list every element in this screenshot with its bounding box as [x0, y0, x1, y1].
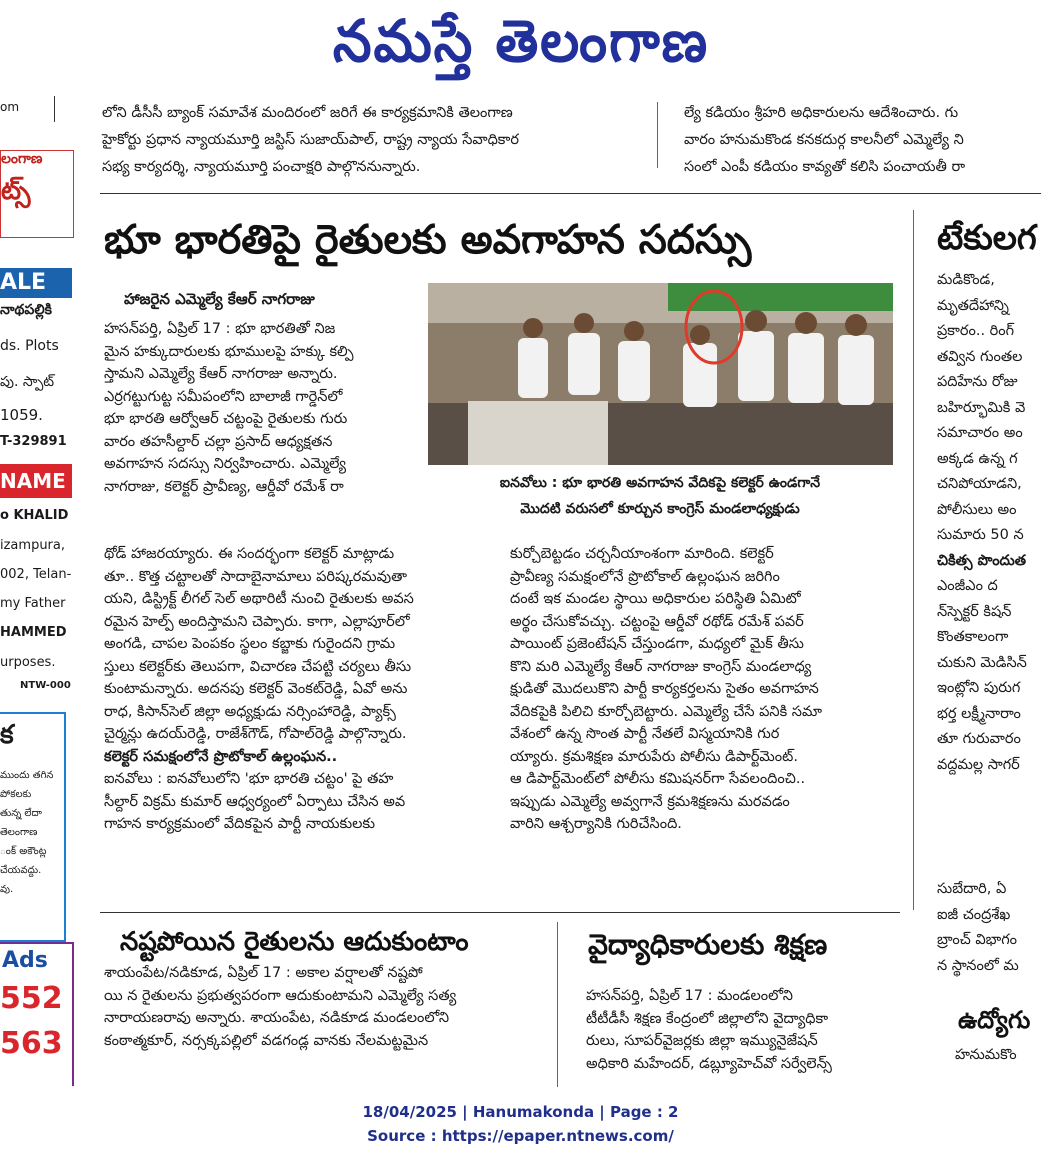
- right-col-lower: [937, 877, 1041, 979]
- text-line: తూ గురువారం: [937, 731, 1021, 747]
- text-line: శాయంపేట/నడికూడ, ఏప్రిల్ 17 : అకాల వర్షాలతో నష్టపో: [104, 965, 423, 981]
- text-line: ఎర్రగట్టుగుట్ట సమీపంలోని బాలాజీ గార్డెన్‌లో: [104, 388, 343, 405]
- text-line: హనుమకొం: [955, 1047, 1017, 1063]
- ad-text: పోకలకు: [0, 789, 32, 800]
- text-line: పదిహేను రోజు: [937, 374, 1018, 390]
- text-line: భర్త లక్ష్మీనారాం: [937, 705, 1021, 722]
- text-line: కంఠాత్మకూర్, నర్సక్కపల్లిలో వడగండ్ల వానకు నేలమట్టమైన: [104, 1032, 429, 1049]
- text-line: సుమారు 50 న: [937, 527, 1024, 543]
- text-line: స్తులు కలెక్టర్‌కు తెలుపగా, విచారణ చేపట్టి చర్యలు తీసు: [104, 658, 412, 675]
- text-line: సమాచారం అం: [937, 425, 1023, 441]
- main-headline: భూ భారతిపై రైతులకు అవగాహన సదస్సు: [104, 217, 752, 263]
- text-line: పోలీసులు అం: [937, 501, 1017, 518]
- text-line: క్షుడితో మొదలుకొని పార్టీ కార్యకర్తలను సైతం అవగాహన: [510, 681, 819, 697]
- text-line: వారిని ఆశ్చర్యానికి గురిచేసింది.: [510, 816, 682, 832]
- text-line: రులు, సూపర్‌వైజర్లకు జిల్లా ఇమ్యునైజేషన్: [586, 1033, 818, 1049]
- text-line: ఐనవోలు : ఐనవోలులోని 'భూ భారతి చట్టం' పై తహ: [104, 771, 394, 787]
- text-line: అక్కడ ఉన్న గ: [937, 450, 1018, 467]
- text-line: అవగాహన సదస్సు నిర్వహించారు. ఎమ్మెల్యే: [104, 456, 346, 472]
- right-headline: టేకులగ: [937, 218, 1037, 258]
- ad-text: చేయవద్దు.: [0, 865, 42, 876]
- ad-text: ట్స్: [1, 176, 31, 206]
- footer-source-link[interactable]: Source : https://epaper.ntnews.com/: [367, 1127, 674, 1145]
- horizontal-rule: [100, 193, 1041, 194]
- main-subhead: హాజరైన ఎమ్మెల్యే కేఆర్ నాగరాజు: [124, 290, 315, 308]
- story2-body: [104, 962, 540, 1052]
- text-line: మృతదేహాన్ని: [937, 297, 1009, 314]
- ad-text: పు. స్పాట్: [0, 374, 55, 390]
- column-divider: [657, 102, 658, 168]
- ad-text: T-329891: [0, 434, 67, 449]
- text-line: ల్యే కడియం శ్రీహరి అధికారులను ఆదేశించారు. గు: [684, 105, 959, 121]
- text-line: ఆ డిపార్ట్‌మెంట్‌లో పోలీసు కమిషనర్‌గా సేవలందించి..: [510, 771, 806, 787]
- footer-date-line: 18/04/2025 | Hanumakonda | Page : 2: [362, 1103, 679, 1121]
- text-line: ప్రకారం.. రింగ్: [937, 323, 1015, 339]
- ad-text: izampura,: [0, 538, 65, 553]
- ad-text: వు.: [0, 884, 14, 895]
- text-line: అంగడి, చాపల పెంపకం స్థలం కబ్జాకు గురైందని గ్రామ: [104, 636, 396, 652]
- text-line: ఇంట్లోని పురుగ: [937, 680, 1021, 696]
- text-line: అధికారి మహేందర్, డబ్ల్యూహెచ్‌వో సర్వేలెన్స్: [586, 1055, 832, 1072]
- ad-text: 552: [0, 981, 63, 1016]
- text-line: బ్రాంచ్ విభాగం: [937, 932, 1018, 948]
- text-line: హసన్‌పర్తి, ఏప్రిల్ 17 : భూ భారతితో నిజ: [104, 321, 336, 337]
- horizontal-rule: [100, 912, 900, 913]
- text-line: తవ్విన గుంతల: [937, 348, 1023, 365]
- ad-text: 563: [0, 1026, 63, 1061]
- text-line: సీల్దార్ విక్రమ్ కుమార్ ఆధ్వర్యంలో ఏర్పాటు చేసిన అవ: [104, 793, 406, 810]
- news-photo-graphic: [428, 283, 893, 465]
- ad-banner: ALE: [0, 268, 72, 298]
- ad-text: ముందు తగిన: [0, 770, 54, 781]
- left-ad-strip: [0, 96, 78, 1086]
- main-story-col-a: [104, 318, 420, 498]
- text-line: ఐజీ చంద్రశేఖ: [937, 906, 1011, 923]
- text-line: గాహన కార్యక్రమంలో వేదికపైన పార్టీ నాయకులకు: [104, 816, 375, 832]
- text-line: మైన హక్కుదారులకు భూములపై హక్కు కల్పి: [104, 343, 354, 360]
- ad-text: om: [0, 100, 20, 114]
- text-line: మడికొండ,: [937, 272, 995, 288]
- text-line: వేశంలో ఉన్న సొంత పార్టీ నేతలే విస్మయానికి గుర: [510, 726, 780, 742]
- story-subheading: కలెక్టర్ సమక్షంలోనే ప్రొటోకాల్ ఉల్లంఘన..: [104, 748, 338, 765]
- masthead-title: నమస్తే తెలంగాణ: [332, 7, 709, 75]
- story3-body: [586, 985, 892, 1075]
- text-line: దంటే ఇక మండల స్థాయి అధికారుల పరిస్థితి ఏమిటో: [510, 591, 801, 607]
- text-line: వారం హనుమకొండ కనకదుర్గ కాలనీలో ఎమ్మెల్యే ని: [684, 132, 964, 148]
- text-line: తూ.. కొత్త చట్టాలతో సాదాబైనామాలు పరిష్కరమవుతా: [104, 568, 407, 585]
- text-line: థోడ్ హాజరయ్యారు. ఈ సందర్భంగా కలెక్టర్ మాట్లాడు: [104, 546, 395, 562]
- story2-headline: నష్టపోయిన రైతులను ఆదుకుంటాం: [120, 927, 469, 957]
- text-line: న్‌స్పెక్టర్ కిషన్: [937, 603, 1012, 620]
- story3-headline: వైద్యాధికారులకు శిక్షణ: [588, 928, 828, 961]
- text-line: లోని డీసీసీ బ్యాంక్ సమావేశ మందిరంలో జరిగే ఈ కార్యక్రమానికి తెలంగాణ: [102, 105, 513, 121]
- text-line: కొని మరి ఎమ్మెల్యే కేఆర్ నాగరాజు కాంగ్రెస్ మండలాధ్య: [510, 658, 812, 675]
- text-line: కొంతకాలంగా: [937, 629, 1009, 645]
- text-line: భూ భారతి ఆర్వోఆర్ చట్టంపై రైతులకు గురు: [104, 411, 348, 427]
- top-strip-right: [684, 100, 1041, 181]
- text-line: టీటీడీసీ శిక్షణ కేంద్రంలో జిల్లాలోని వైద్యాధికా: [586, 1010, 829, 1027]
- ad-text: NTW-000: [20, 680, 71, 691]
- text-line: న స్థానంలో మ: [937, 957, 1019, 974]
- text-line: నారాయణరావు అన్నారు. శాయంపేట, నడికూడ మండలంలోని: [104, 1010, 450, 1026]
- text-line: హసన్‌పర్తి, ఏప్రిల్ 17 : మండలంలోని: [586, 988, 793, 1004]
- text-line: బహిర్భూమికి వె: [937, 399, 1026, 416]
- text-line: చికిత్స పొందుత: [937, 552, 1027, 569]
- text-line: యని, డిస్ట్రిక్ట్ లీగల్ సెల్ అథారిటీ నుంచి రైతులకు అవస: [104, 591, 414, 607]
- page-footer: [0, 1100, 1041, 1148]
- column-divider: [913, 210, 914, 910]
- ad-text: క: [0, 720, 14, 750]
- ad-text: HAMMED: [0, 625, 67, 640]
- text-line: రాధ, కిసాన్‌సెల్ జిల్లా అధ్యక్షుడు నర్సింహారెడ్డి, ప్యాక్స్: [104, 703, 396, 720]
- ad-text: Ads: [2, 948, 48, 973]
- ad-text: ంక్ అకౌంట్ల: [0, 846, 47, 857]
- caption-line: ఐనవోలు : భూ భారతి అవగాహన వేదికపై కలెక్టర్ ఉండగానే: [499, 475, 821, 491]
- text-line: వేదికపైకి పిలిచి కూర్చోబెట్టారు. ఎమ్మెల్యే చేసే పనికి సమా: [510, 703, 822, 720]
- ad-text: my Father: [0, 596, 66, 611]
- text-line: కుంటామన్నారు. అదనపు కలెక్టర్ వెంకట్‌రెడ్డి, ఏవో అను: [104, 681, 408, 697]
- ad-banner: NAME: [0, 464, 72, 498]
- column-divider: [557, 922, 558, 1087]
- text-line: స్తామని ఎమ్మెల్యే కేఆర్ నాగరాజు అన్నారు.: [104, 366, 338, 382]
- right-lower-headline: ఉద్యోగు: [958, 1006, 1031, 1034]
- ad-text: తున్న లేదా: [0, 808, 42, 819]
- right-col-bottom: [955, 1044, 1041, 1067]
- ad-text: 1059.: [0, 406, 43, 424]
- ad-text: లంగాణ: [1, 151, 43, 167]
- text-line: అర్థం చేసుకోవచ్చు. చట్టంపై ఆర్డీవో రథోడ్ రమేశ్ పవర్: [510, 613, 804, 630]
- text-line: సభ్య కార్యదర్శి, న్యాయమూర్తి పంచాక్షరి పాల్గొననున్నారు.: [102, 159, 421, 175]
- main-story-col-b: [510, 543, 896, 836]
- text-line: చుకుని మెడిసిన్: [937, 654, 1027, 671]
- right-col-body: [937, 268, 1041, 778]
- text-line: చైర్మన్లు ఉదయ్‌రెడ్డి, రాజేశ్‌గౌడ్, గోపాల్‌రెడ్డి పాల్గొన్నారు.: [104, 726, 407, 742]
- masthead: [0, 0, 1041, 90]
- text-line: ఎంజీఎం ద: [937, 578, 998, 594]
- text-line: వద్దమల్ల సాగర్: [937, 756, 1020, 773]
- text-line: హైకోర్టు ప్రధాన న్యాయమూర్తి జస్టిస్ సుజాయ్‌పాల్, రాష్ట్ర న్యాయ సేవాధికార: [102, 132, 519, 148]
- top-strip-left: [102, 100, 642, 181]
- text-line: పాయింట్ ప్రజెంటేషన్ చేస్తుండగా, మధ్యలో మైక్ తీసు: [510, 636, 804, 652]
- text-line: వారం తహసీల్దార్ చల్లా ప్రసాద్ ఆధ్యక్షతన: [104, 433, 333, 450]
- photo-caption: [430, 470, 890, 522]
- ad-text: urposes.: [0, 655, 56, 670]
- ad-text: నాథపల్లికి: [0, 302, 52, 318]
- caption-line: మొదటి వరుసలో కూర్చున కాంగ్రెస్ మండలాధ్యక్షుడు: [520, 501, 800, 517]
- ad-text: తెలంగాణ: [0, 827, 38, 838]
- ad-text: o KHALID: [0, 508, 69, 523]
- text-line: సంలో ఎంపీ కడియం కావ్యతో కలిసి పంచాయతీ రా: [684, 159, 966, 175]
- main-story-col-a-wide: [104, 543, 492, 836]
- text-line: రమైన హెల్ప్ అందిస్తామని చెప్పారు. కాగా, ఎల్లాపూర్‌లో: [104, 613, 410, 630]
- text-line: నాగరాజు, కలెక్టర్ ప్రావీణ్య, ఆర్డీవో రమేశ్ రా: [104, 478, 344, 495]
- text-line: ఇప్పుడు ఎమ్మెల్యే అవ్వగానే క్రమశిక్షణను మరవడం: [510, 793, 790, 810]
- text-line: చనిపోయాడని,: [937, 476, 1022, 492]
- text-line: సుబేదారి, ఏ: [937, 881, 1007, 897]
- text-line: కుర్చోబెట్టడం చర్చనీయాంశంగా మారింది. కలెక్టర్: [510, 546, 774, 562]
- text-line: య్యారు. క్రమశిక్షణ మారుపేరు పోలీసు డిపార్ట్‌మెంట్.: [510, 748, 798, 765]
- ad-text: 002, Telan-: [0, 567, 72, 582]
- text-line: యి న రైతులను ప్రభుత్వపరంగా ఆదుకుంటామని ఎమ్మెల్యే సత్య: [104, 987, 457, 1004]
- text-line: ప్రావీణ్య సమక్షంలోనే ప్రొటోకాల్ ఉల్లంఘన జరిగిం: [510, 568, 780, 585]
- news-photo: [428, 283, 893, 465]
- ad-text: ds. Plots: [0, 338, 59, 354]
